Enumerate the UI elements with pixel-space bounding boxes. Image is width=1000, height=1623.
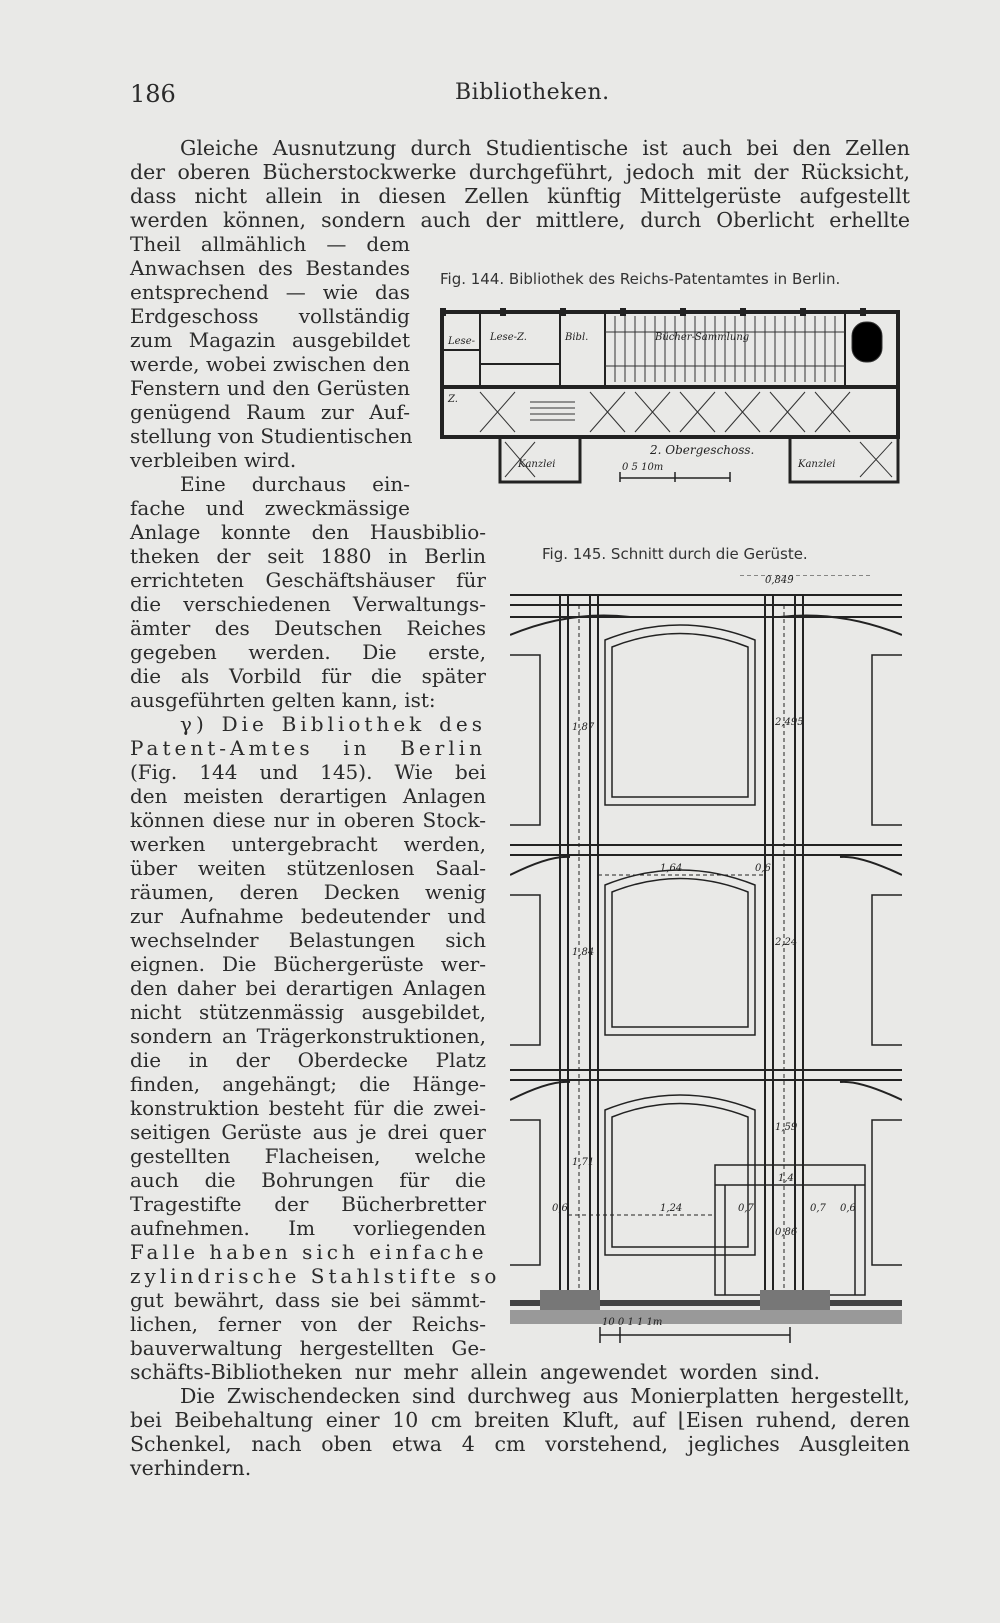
plan-label-z: Z. <box>448 394 458 405</box>
plan-label-obergeschoss: 2. Obergeschoss. <box>650 443 755 457</box>
text-line: sondern an Trägerkonstruktionen, <box>130 1024 486 1048</box>
text-line: nicht stützenmässig ausgebildet, <box>130 1000 486 1024</box>
text-line: verhindern. <box>130 1456 252 1480</box>
text-line: Anwachsen des Bestandes <box>130 256 410 280</box>
text-line: räumen, deren Decken wenig <box>130 880 486 904</box>
figure-145-section-drawing <box>510 575 902 1360</box>
text-line: Theil allmählich — dem <box>130 232 410 256</box>
text-line: den meisten derartigen Anlagen <box>130 784 486 808</box>
dim-d7: 1,4 <box>778 1173 794 1184</box>
text-line: können diese nur in oberen Stock- <box>130 808 486 832</box>
figure-144-caption: Fig. 144. Bibliothek des Reichs-Patentamtes in Berlin. <box>440 270 841 288</box>
text-line: Erdgeschoss vollständig <box>130 304 410 328</box>
figure-144-floor-plan <box>440 302 902 502</box>
page-header <box>130 80 910 114</box>
text-line: entsprechend — wie das <box>130 280 410 304</box>
text-line: fache und zweckmässige <box>130 496 410 520</box>
section-heading: Patent-Amtes in Berlin <box>130 736 486 760</box>
dim-h1: 1,87 <box>572 722 595 733</box>
plan-scale-label: 0 5 10m <box>622 462 664 473</box>
text-line: Eine durchaus ein- <box>180 472 410 496</box>
dim-h5: 1,59 <box>775 1122 798 1133</box>
dim-h6: 1,71 <box>572 1157 595 1168</box>
text-line: dass nicht allein in diesen Zellen künftig Mittelgerüste aufgestellt <box>130 184 910 208</box>
text-line: Die Zwischendecken sind durchweg aus Monierplatten hergestellt, <box>180 1384 910 1408</box>
text-line: den daher bei derartigen Anlagen <box>130 976 486 1000</box>
plan-label-bibl: Bibl. <box>565 332 589 343</box>
text-line: errichteten Geschäftshäuser für <box>130 568 486 592</box>
text-line: Falle haben sich einfache <box>130 1240 488 1264</box>
dim-w1: 1,64 <box>660 863 683 874</box>
dim-w2: 1,24 <box>660 1203 683 1214</box>
text-line: (Fig. 144 und 145). Wie bei <box>130 760 486 784</box>
text-line: verbleiben wird. <box>130 448 297 472</box>
text-line: die in der Oberdecke Platz <box>130 1048 486 1072</box>
text-line: über weiten stützenlosen Saal- <box>130 856 486 880</box>
text-line: gegeben werden. Die erste, <box>130 640 486 664</box>
text-line: Fenstern und den Gerüsten <box>130 376 410 400</box>
dim-d3: 0,7 <box>738 1203 754 1214</box>
text-line: bei Beibehaltung einer 10 cm breiten Kluft, auf ⌊Eisen ruhend, deren <box>130 1408 910 1432</box>
dim-d5: 0,6 <box>840 1203 856 1214</box>
dim-d2: 0,6 <box>552 1203 568 1214</box>
text-line: gut bewährt, dass sie bei sämmt- <box>130 1288 486 1312</box>
text-line: zur Aufnahme bedeutender und <box>130 904 486 928</box>
text-line: bauverwaltung hergestellten Ge- <box>130 1336 486 1360</box>
text-line: finden, angehängt; die Hänge- <box>130 1072 486 1096</box>
dim-h4: 2,24 <box>775 937 798 948</box>
text-line: die als Vorbild für die später <box>130 664 486 688</box>
running-title: Bibliotheken. <box>455 80 610 105</box>
plan-label-lesezimmer: Lese-Z. <box>490 332 527 343</box>
text-line: zylindrische Stahlstifte so <box>130 1264 501 1288</box>
text-line: werden können, sondern auch der mittlere, durch Oberlicht erhellte <box>130 208 910 232</box>
dim-d4: 0,7 <box>810 1203 826 1214</box>
text-line: gestellten Flacheisen, welche <box>130 1144 486 1168</box>
text-line: schäfts-Bibliotheken nur mehr allein angewendet worden sind. <box>130 1360 820 1384</box>
text-line: seitigen Gerüste aus je drei quer <box>130 1120 486 1144</box>
text-line: werken untergebracht werden, <box>130 832 486 856</box>
text-line: wechselnder Belastungen sich <box>130 928 486 952</box>
text-line: werde, wobei zwischen den <box>130 352 410 376</box>
plan-label-sammlung: Bücher-Sammlung <box>655 332 750 343</box>
dim-d6: 0,86 <box>775 1227 798 1238</box>
text-line: zum Magazin ausgebildet <box>130 328 410 352</box>
dim-h2: 2,495 <box>775 717 804 728</box>
plan-label-kanzlei-left: Kanzlei <box>518 459 556 470</box>
section-scale-label: 10 0 1 1 1m <box>602 1317 663 1328</box>
figure-145-caption: Fig. 145. Schnitt durch die Gerüste. <box>542 545 808 563</box>
plan-label-lese: Lese- <box>448 336 475 347</box>
plan-label-kanzlei-right: Kanzlei <box>798 459 836 470</box>
text-line: der oberen Bücherstockwerke durchgeführt, jedoch mit der Rücksicht, <box>130 160 910 184</box>
text-line: ämter des Deutschen Reiches <box>130 616 486 640</box>
text-line: Schenkel, nach oben etwa 4 cm vorstehend, jegliches Ausgleiten <box>130 1432 910 1456</box>
text-line: Gleiche Ausnutzung durch Studientische ist auch bei den Zellen <box>180 136 910 160</box>
dim-top: 0,849 <box>765 575 794 586</box>
text-line: auch die Bohrungen für die <box>130 1168 486 1192</box>
dim-h3: 1,84 <box>572 947 595 958</box>
dim-d1: 0,6 <box>755 863 771 874</box>
text-line: eignen. Die Büchergerüste wer- <box>130 952 486 976</box>
text-line: genügend Raum zur Auf- <box>130 400 410 424</box>
text-line: stellung von Studientischen <box>130 424 413 448</box>
text-line: theken der seit 1880 in Berlin <box>130 544 486 568</box>
text-line: Tragestifte der Bücherbretter <box>130 1192 486 1216</box>
page-number: 186 <box>130 80 176 108</box>
text-line: ausgeführten gelten kann, ist: <box>130 688 436 712</box>
section-heading: γ) Die Bibliothek des <box>180 712 486 736</box>
text-line: Anlage konnte den Hausbiblio- <box>130 520 486 544</box>
text-line: lichen, ferner von der Reichs- <box>130 1312 486 1336</box>
text-line: konstruktion besteht für die zwei- <box>130 1096 486 1120</box>
text-line: aufnehmen. Im vorliegenden <box>130 1216 486 1240</box>
text-line: die verschiedenen Verwaltungs- <box>130 592 486 616</box>
